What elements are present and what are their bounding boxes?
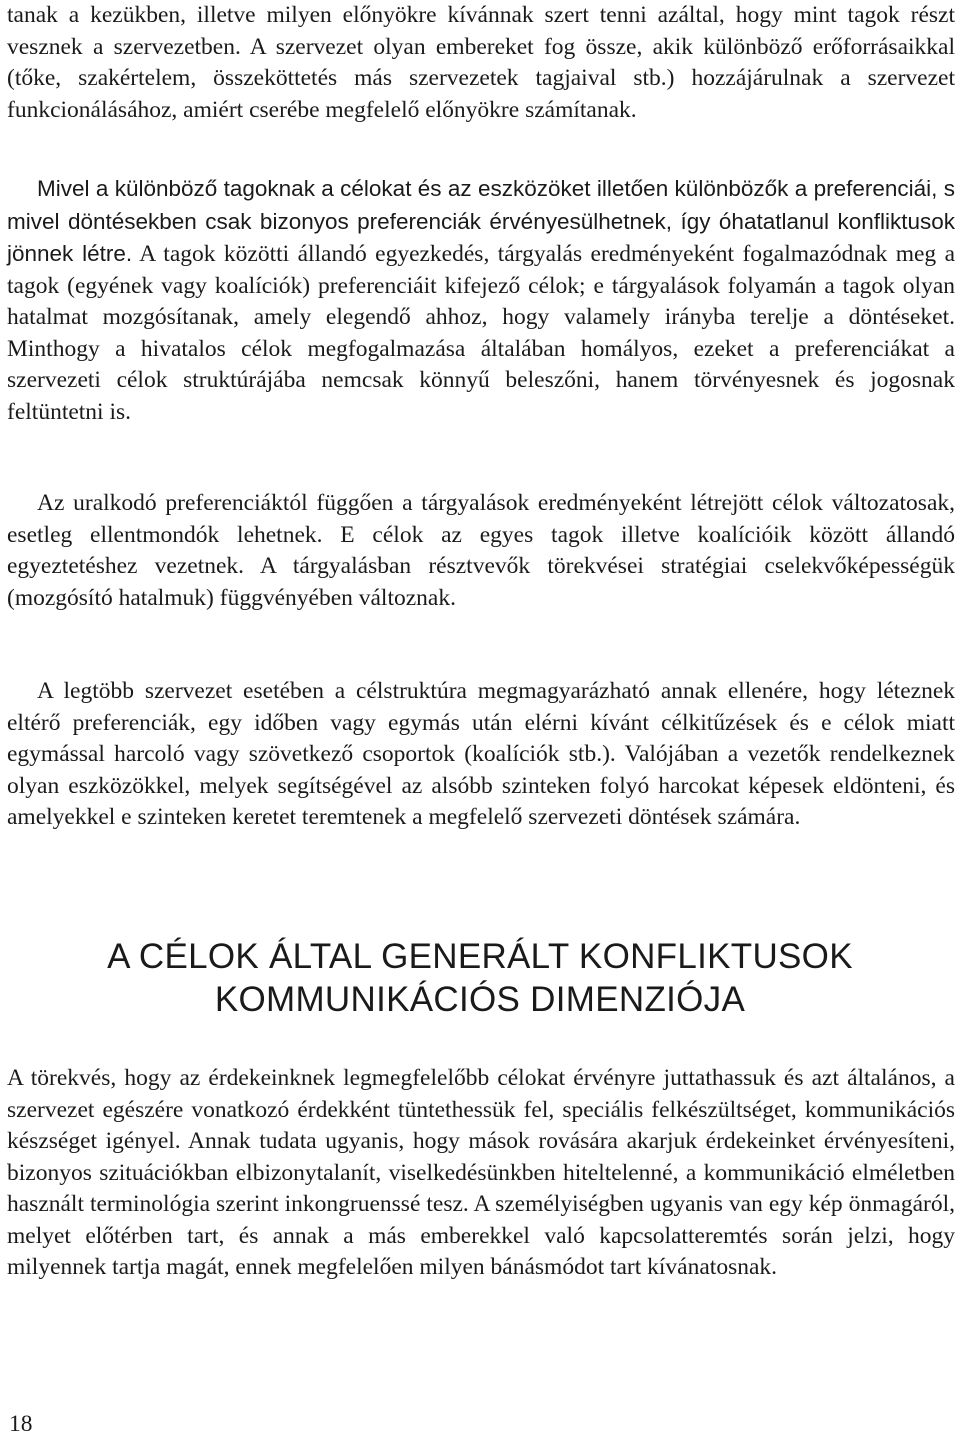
paragraph-communication: A törekvés, hogy az érdekeinknek legmegfelelőbb célokat érvényre juttathassuk és azt általános, a szervezet egészére vonatkozó érdekként tüntethessük fel, speciális felkészültséget, kommunikációs készséget igényel. Annak tudata ugyanis, hogy mások rovására akarjuk érdekeinket érvényesíteni, bizonyos szituációkban elbizonytalanít, viselkedésünkben hiteltelenné, a kommunikáció elméletben használt terminológia szerint inkongruenssé tesz. A személyiségben ugyanis van egy kép önmagáról, melyet előtérben tart, és annak a más emberekkel való kapcsolatteremtés során jelzi, hogy milyennek tartja magát, ennek megfelelően milyen bánásmódot tart kívánatosnak. xyxy=(7,1065,955,1280)
section-heading-line-1: A CÉLOK ÁLTAL GENERÁLT KONFLIKTUSOK xyxy=(107,937,853,976)
paragraph-goal-structure: A legtöbb szervezet esetében a célstruktúra megmagyarázható annak ellenére, hogy léteznek eltérő preferenciák, egy időben vagy egymás után elérni kívánt célkitűzések és e célok miatt egymással harcoló vagy szövetkező csoportok (koalíciók stb.). Valójában a vezetők rendelkeznek olyan eszközökkel, melyek segítségével az alsóbb szinteken folyó harcokat képesek eldönteni, és amelyekkel e szinteken keretet teremtenek a megfelelő szervezeti döntések számára. xyxy=(7,678,955,830)
section-heading-line-2: KOMMUNIKÁCIÓS DIMENZIÓJA xyxy=(214,980,746,1019)
paragraph-preferences-serif-run: A tagok közötti állandó egyezkedés, tárgyalás eredményeként fogalmazódnak meg a tagok (egyének vagy koalíciók) preferenciáit kifejező célok; e tárgyalások folyamán a tagok olyan hatalmat mozgósítanak, amely elegendő ahhoz, hogy valamely irányba terelje a döntéseket. Minthogy a hivatalos célok megfogalmazása általában homályos, ezeket a preferenciákat a szervezeti célok struktúrájába nemcsak könnyű beleszőni, hanem törvényesnek és jogosnak feltüntetni is. xyxy=(7,241,956,425)
section-heading xyxy=(0,935,960,1021)
paragraph-continuation: tanak a kezükben, illetve milyen előnyökre kívánnak szert tenni azáltal, hogy mint tagok részt vesznek a szervezetben. A szervezet olyan embereket fog össze, akik különböző erőforrásaikkal (tőke, szakértelem, összeköttetés más szervezetek tagjaival stb.) hozzájárulnak a szervezet funkcionálásához, amiért cserébe megfelelő előnyökre számítanak. xyxy=(7,2,955,123)
paragraph-preferences-sans-run: Mivel a különböző tagoknak a célokat és az eszközöket illetően különbözők a preferenciái, s mivel döntésekben csak bizonyos preferenciák érvényesülhetnek, így óhatatlanul konfliktusok jönnek létre. xyxy=(7,176,955,266)
paragraph-preferences xyxy=(7,173,955,428)
paragraph-dominant-preferences: Az uralkodó preferenciáktól függően a tárgyalások eredményeként létrejött célok változatosak, esetleg ellentmondók lehetnek. E célok az egyes tagok illetve koalícióik között állandó egyeztetéshez vezetnek. A tárgyalásban résztvevők törekvései stratégiai cselekvőképességük (mozgósító hatalmuk) függvényében változnak. xyxy=(7,490,955,611)
page-number: 18 xyxy=(9,1411,33,1437)
